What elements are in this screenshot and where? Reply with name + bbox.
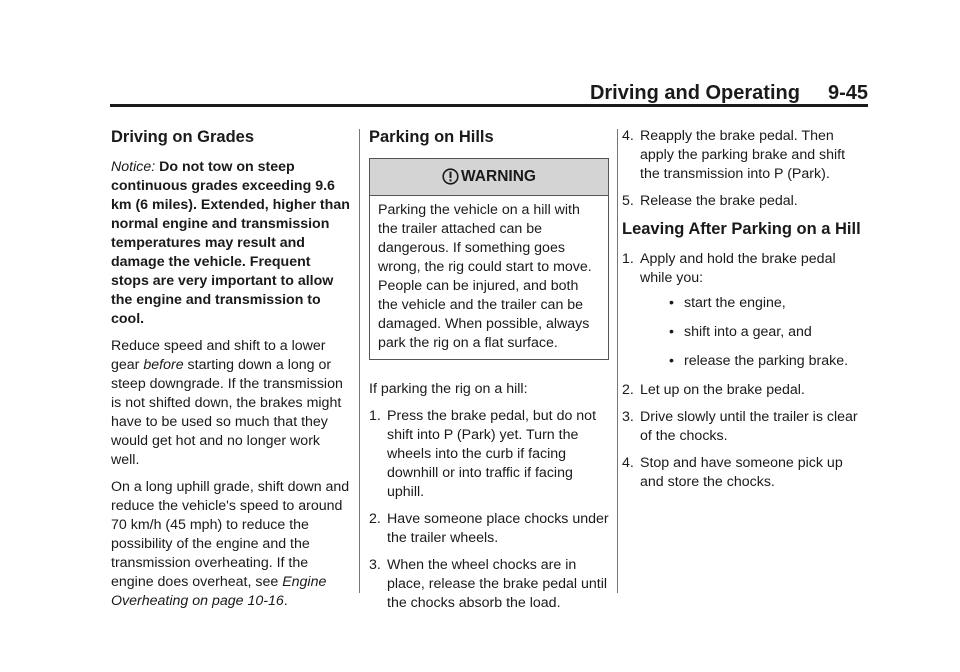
- list-item: [622, 381, 868, 400]
- step-number: 1.: [369, 408, 381, 424]
- column-divider-1: [359, 129, 360, 593]
- step-number: 3.: [369, 557, 381, 573]
- emphasis-before: before: [143, 357, 184, 373]
- step-text: Release the brake pedal.: [640, 193, 798, 209]
- header-text: [590, 82, 868, 105]
- paragraph-text: Reduce speed and shift to a lower gear: [111, 338, 326, 373]
- list-item: [622, 127, 868, 184]
- list-item: [622, 408, 868, 446]
- warning-icon: [442, 163, 459, 199]
- bullet-text: start the engine,: [684, 295, 786, 311]
- paragraph-reduce-speed: [111, 337, 351, 470]
- column-2: [369, 127, 609, 621]
- notice-text: Do not tow on steep continuous grades exceeding 9.6 km (6 miles). Extended, higher than normal engine and transmission temperatures may result and damage the vehicle. Frequent stops are very important to allow the engine and transmission to cool.: [111, 159, 350, 327]
- step-text: Let up on the brake pedal.: [640, 382, 805, 398]
- step-text: Press the brake pedal, but do not shift into P (Park) yet. Turn the wheels into the curb if facing downhill or into traffic if facing uphill.: [387, 408, 597, 500]
- step-number: 2.: [369, 511, 381, 527]
- bullet-text: release the parking brake.: [684, 353, 849, 369]
- list-item: [369, 556, 609, 613]
- bullet-icon: •: [669, 295, 674, 311]
- step-text: Reapply the brake pedal. Then apply the parking brake and shift the transmission into P (Park).: [640, 128, 846, 182]
- bullet-list: [640, 294, 868, 371]
- section-heading-leaving-after-parking: Leaving After Parking on a Hill: [622, 220, 861, 238]
- notice-label: Notice:: [111, 159, 156, 175]
- warning-text: Parking the vehicle on a hill with the trailer attached can be dangerous. If something goes wrong, the rig could start to move. People can be injured, and both the vehicle and the trailer can be damaged. When possible, always park the rig on a flat surface.: [378, 202, 592, 351]
- header-rule: [110, 104, 868, 107]
- paragraph-text: starting down a long or steep downgrade. If the transmission is not shifted down, the brakes might have to be used so much that they would get hot and no longer work well.: [111, 357, 343, 468]
- bullet-item: [640, 323, 868, 342]
- paragraph-text: On a long uphill grade, shift down and reduce the vehicle's speed to around 70 km/h (45 mph) to reduce the possibility of the engine and the transmission overheating. If the engine does overheat, see: [111, 479, 350, 590]
- step-number: 2.: [622, 382, 634, 398]
- bullet-icon: •: [669, 324, 674, 340]
- section-title: Driving and Operating: [589, 82, 800, 104]
- cross-reference-engine-overheating[interactable]: Engine Overheating on page 10-16: [111, 574, 327, 609]
- section-heading-parking-on-hills: Parking on Hills: [369, 128, 494, 146]
- bullet-item: [640, 294, 868, 313]
- list-item: [622, 192, 868, 211]
- step-number: 3.: [622, 409, 634, 425]
- notice-paragraph: [111, 158, 351, 329]
- section-heading-driving-on-grades: Driving on Grades: [111, 128, 255, 146]
- column-1: [111, 127, 351, 619]
- step-text: When the wheel chocks are in place, release the brake pedal until the chocks absorb the load.: [387, 557, 608, 611]
- list-item: [622, 250, 868, 371]
- leaving-steps: [622, 250, 868, 492]
- parking-steps-continued: [622, 127, 868, 211]
- bullet-icon: •: [669, 353, 674, 369]
- warning-title: WARNING: [461, 168, 536, 185]
- step-number: 5.: [622, 193, 634, 209]
- column-divider-2: [617, 129, 618, 593]
- step-number: 4.: [622, 128, 634, 144]
- page-number: 9-45: [827, 82, 868, 104]
- warning-box: [369, 158, 609, 360]
- paragraph-end: .: [283, 593, 288, 609]
- list-item: [369, 510, 609, 548]
- paragraph-uphill-grade: [111, 478, 351, 611]
- step-text: Have someone place chocks under the trailer wheels.: [387, 511, 609, 546]
- warning-header: [370, 159, 608, 196]
- list-item: [622, 454, 868, 492]
- step-number: 4.: [622, 455, 634, 471]
- step-text: Drive slowly until the trailer is clear of the chocks.: [640, 409, 858, 444]
- bullet-text: shift into a gear, and: [684, 324, 812, 340]
- parking-intro: If parking the rig on a hill:: [369, 381, 528, 397]
- column-3: [622, 127, 868, 500]
- bullet-item: [640, 352, 868, 371]
- step-text: Apply and hold the brake pedal while you:: [640, 251, 836, 286]
- parking-steps: [369, 407, 609, 613]
- page-header: [110, 80, 868, 106]
- step-text: Stop and have someone pick up and store the chocks.: [640, 455, 843, 490]
- step-number: 1.: [622, 251, 634, 267]
- list-item: [369, 407, 609, 502]
